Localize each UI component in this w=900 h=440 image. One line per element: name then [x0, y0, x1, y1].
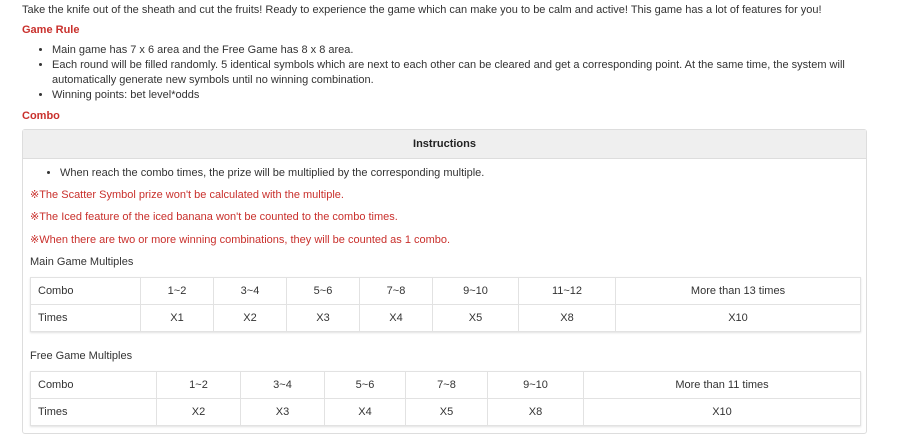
table-cell: 5~6: [287, 278, 360, 305]
combo-bullet-list: [30, 166, 484, 180]
table-cell: X8: [519, 305, 616, 332]
combo-bullet: • When reach the combo times, the prize will be multiplied by the corresponding multiple.: [60, 166, 484, 180]
row-label: Times: [31, 399, 157, 426]
table-cell: X4: [325, 399, 406, 426]
table-cell: 7~8: [360, 278, 433, 305]
table-row: [31, 278, 861, 305]
row-label: Combo: [31, 372, 157, 399]
main-multiples-table: [30, 277, 861, 332]
table-cell: 9~10: [488, 372, 584, 399]
free-multiples-table: [30, 371, 861, 426]
table-cell: X4: [360, 305, 433, 332]
table-cell: More than 11 times: [584, 372, 861, 399]
table-cell: 3~4: [214, 278, 287, 305]
panel-title: Instructions: [23, 130, 866, 159]
table-cell: X10: [584, 399, 861, 426]
table-row: [31, 305, 861, 332]
combo-heading: Combo: [22, 110, 60, 122]
table-cell: X10: [616, 305, 861, 332]
table-cell: 9~10: [433, 278, 519, 305]
row-label: Combo: [31, 278, 141, 305]
table-cell: X3: [287, 305, 360, 332]
table-cell: 1~2: [141, 278, 214, 305]
table-cell: 3~4: [241, 372, 325, 399]
table-cell: X5: [433, 305, 519, 332]
game-rule-list: [22, 43, 900, 103]
table-cell: X1: [141, 305, 214, 332]
table-cell: More than 13 times: [616, 278, 861, 305]
rule-item: • Main game has 7 x 6 area and the Free Game has 8 x 8 area.: [52, 43, 900, 58]
table-cell: 1~2: [157, 372, 241, 399]
table-cell: X5: [406, 399, 488, 426]
table-row: [31, 372, 861, 399]
free-table-title: Free Game Multiples: [30, 350, 133, 362]
rule-item: • Winning points: bet level*odds: [52, 88, 900, 103]
multi-combo-note: ※When there are two or more winning combinations, they will be counted as 1 combo.: [30, 234, 451, 246]
table-cell: 7~8: [406, 372, 488, 399]
instructions-panel: [22, 129, 867, 434]
table-cell: X2: [157, 399, 241, 426]
table-cell: 5~6: [325, 372, 406, 399]
rule-item: • Each round will be filled randomly. 5 identical symbols which are next to each other can be cleared and get a corresponding point. At the same time, the system will automatically generate new symbols until no winning combination.: [52, 58, 900, 88]
scatter-note: ※The Scatter Symbol prize won't be calculated with the multiple.: [30, 189, 344, 201]
table-cell: X2: [214, 305, 287, 332]
table-cell: X8: [488, 399, 584, 426]
iced-note: ※The Iced feature of the iced banana won't be counted to the combo times.: [30, 211, 398, 223]
table-cell: 11~12: [519, 278, 616, 305]
table-cell: X3: [241, 399, 325, 426]
game-rule-heading: Game Rule: [22, 24, 80, 36]
intro-text: Take the knife out of the sheath and cut the fruits! Ready to experience the game which can make you to be calm and active! This game has a lot of features for you!: [22, 4, 822, 16]
row-label: Times: [31, 305, 141, 332]
table-row: [31, 399, 861, 426]
main-table-title: Main Game Multiples: [30, 256, 134, 268]
